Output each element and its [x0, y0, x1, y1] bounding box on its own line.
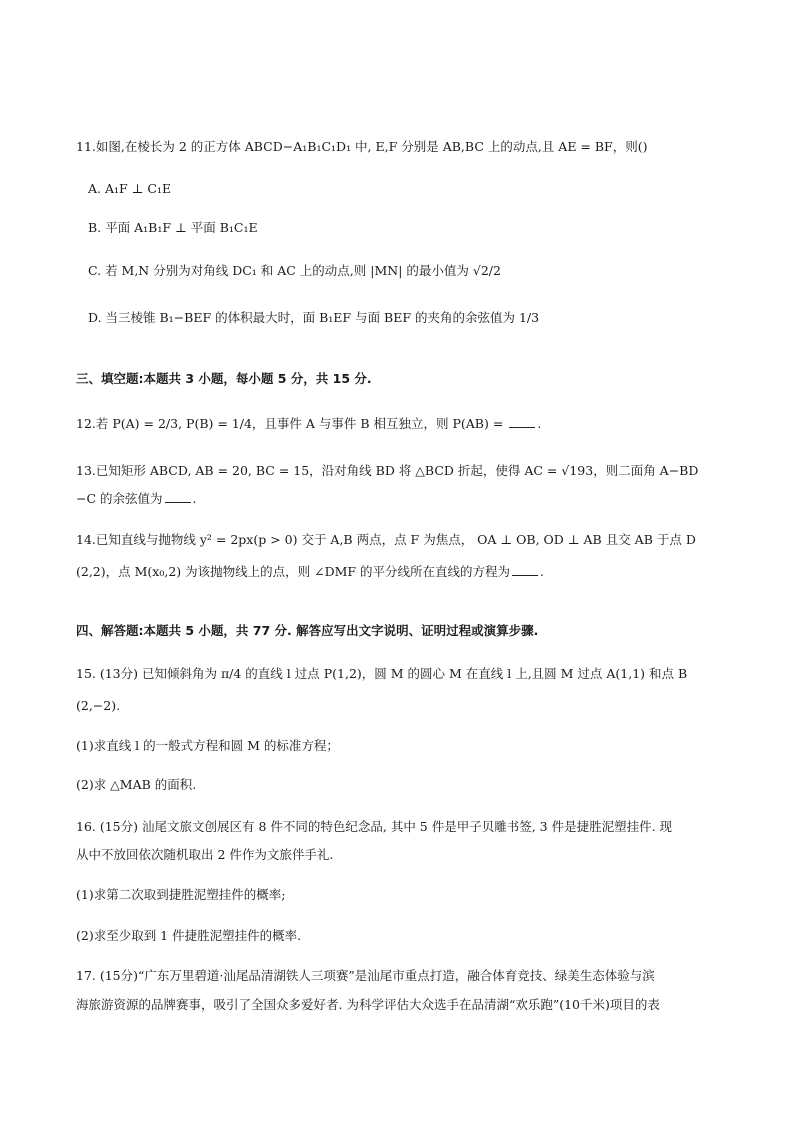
q13-line2-text: −C 的余弦值为 — [76, 491, 163, 506]
answer-blank — [512, 564, 538, 576]
q13-end: . — [192, 491, 197, 506]
q16-part1: (1)求第二次取到捷胜泥塑挂件的概率; — [76, 887, 286, 902]
q16-line1: 16. (15分) 汕尾文旅文创展区有 8 件不同的特色纪念品, 其中 5 件是甲子贝雕书签, 3 件是捷胜泥塑挂件. 现 — [76, 819, 673, 834]
q15-part2: (2)求 △MAB 的面积. — [76, 777, 197, 792]
q11-option-b: B. 平面 A₁B₁F ⊥ 平面 B₁C₁E — [88, 220, 258, 235]
q16-part2: (2)求至少取到 1 件捷胜泥塑挂件的概率. — [76, 928, 302, 943]
section-4-heading: 四、解答题:本题共 5 小题，共 77 分. 解答应写出文字说明、证明过程或演算步骤. — [76, 623, 539, 638]
q15-part1: (1)求直线 l 的一般式方程和圆 M 的标准方程； — [76, 738, 339, 753]
q17-line1: 17. (15分)“广东万里碧道·汕尾品清湖铁人三项赛”是汕尾市重点打造，融合体育竞技、绿美生态体验与滨 — [76, 968, 655, 983]
q15-line1: 15. (13分) 已知倾斜角为 π/4 的直线 l 过点 P(1,2)，圆 M 的圆心 M 在直线 l 上,且圆 M 过点 A(1,1) 和点 B — [76, 666, 688, 681]
q12-end: . — [537, 416, 542, 431]
q11-option-d: D. 当三棱锥 B₁−BEF 的体积最大时，面 B₁EF 与面 BEF 的夹角的余弦值为 1/3 — [88, 310, 540, 325]
q13-line2 — [76, 491, 754, 507]
q14-end: . — [540, 564, 545, 579]
q11-option-a: A. A₁F ⊥ C₁E — [88, 181, 172, 196]
q17-line2: 海旅游资源的品牌赛事，吸引了全国众多爱好者. 为科学评估大众选手在品清湖“欢乐跑”(10千米)项目的表 — [76, 997, 660, 1012]
q12-text: 12.若 P(A) = 2/3, P(B) = 1/4，且事件 A 与事件 B 相互独立，则 P(AB) = — [76, 416, 504, 431]
section-3-heading: 三、填空题:本题共 3 小题，每小题 5 分，共 15 分. — [76, 371, 372, 386]
q14-line2 — [76, 564, 754, 580]
q15-line2: (2,−2). — [76, 698, 121, 713]
q13-line1: 13.已知矩形 ABCD, AB = 20, BC = 15，沿对角线 BD 将 △BCD 折起，使得 AC = √193，则二面角 A−BD — [76, 463, 699, 478]
q11-stem: 11.如图,在棱长为 2 的正方体 ABCD−A₁B₁C₁D₁ 中, E,F 分别是 AB,BC 上的动点,且 AE = BF，则() — [76, 139, 648, 154]
answer-blank — [165, 491, 191, 503]
q12 — [76, 416, 754, 432]
q16-line2: 从中不放回依次随机取出 2 件作为文旅伴手礼. — [76, 847, 334, 862]
q14-line1: 14.已知直线与抛物线 y² = 2px(p > 0) 交于 A,B 两点，点 F 为焦点， OA ⊥ OB, OD ⊥ AB 且交 AB 于点 D — [76, 532, 696, 547]
answer-blank — [509, 416, 535, 428]
q11-option-c: C. 若 M,N 分别为对角线 DC₁ 和 AC 上的动点,则 |MN| 的最小值为 √2/2 — [88, 263, 501, 278]
q14-line2-text: (2,2)，点 M(x₀,2) 为该抛物线上的点，则 ∠DMF 的平分线所在直线的方程为 — [76, 564, 511, 579]
